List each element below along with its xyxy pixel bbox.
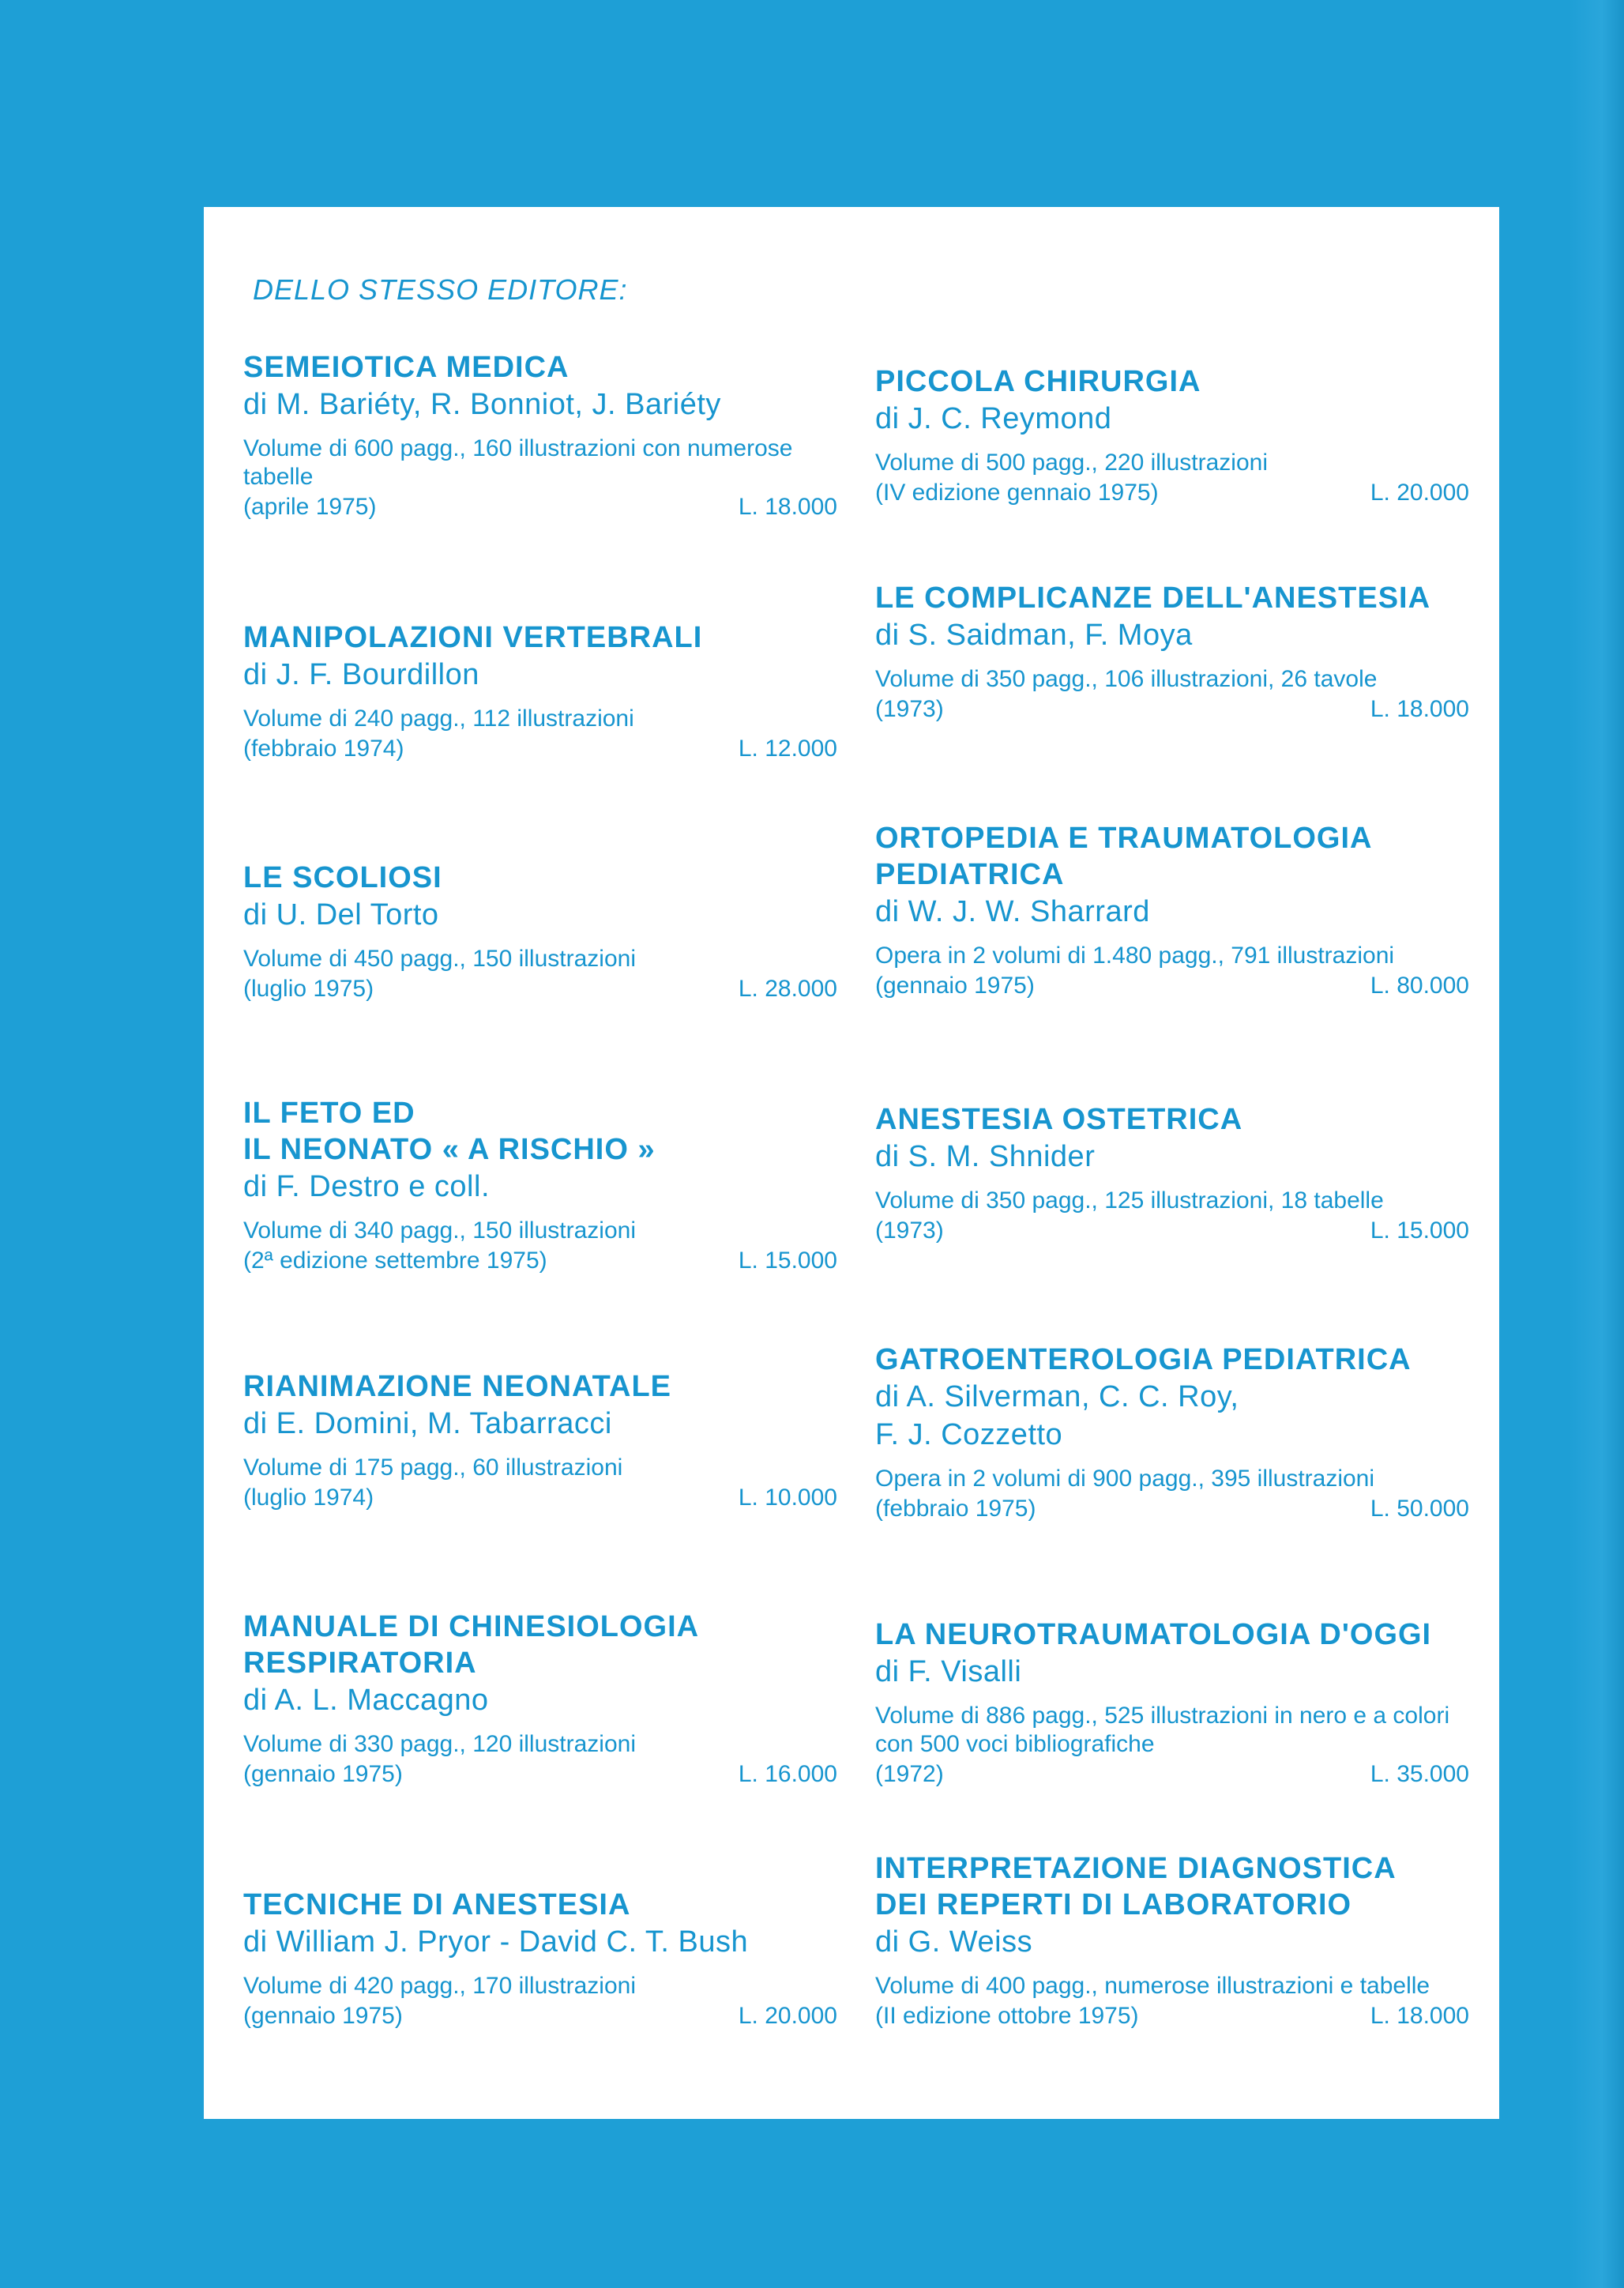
book-entry bbox=[243, 349, 844, 523]
book-price: L. 16.000 bbox=[738, 1761, 837, 1787]
book-date: (gennaio 1975) bbox=[875, 973, 1035, 999]
book-footer bbox=[243, 1245, 844, 1277]
book-entry bbox=[875, 1101, 1476, 1247]
book-title: INTERPRETAZIONE DIAGNOSTICA DEI REPERTI DI LABORATORIO bbox=[875, 1852, 1397, 1921]
book-price: L. 28.000 bbox=[738, 976, 837, 1002]
book-title: ORTOPEDIA E TRAUMATOLOGIA PEDIATRICA bbox=[875, 822, 1373, 891]
book-price: L. 35.000 bbox=[1370, 1761, 1469, 1787]
book-authors: di J. F. Bourdillon bbox=[243, 658, 479, 691]
book-footer bbox=[875, 1759, 1476, 1790]
book-authors: di U. Del Torto bbox=[243, 898, 439, 931]
book-footer bbox=[243, 733, 844, 765]
book-price: L. 18.000 bbox=[738, 494, 837, 520]
book-title: GATROENTEROLOGIA PEDIATRICA bbox=[875, 1343, 1412, 1376]
book-entry bbox=[875, 363, 1476, 509]
book-authors: di E. Domini, M. Tabarracci bbox=[243, 1407, 612, 1440]
book-date: (luglio 1975) bbox=[243, 976, 374, 1002]
book-title: LE SCOLIOSI bbox=[243, 861, 442, 894]
book-footer bbox=[243, 973, 844, 1005]
book-date: (2ª edizione settembre 1975) bbox=[243, 1247, 547, 1274]
book-footer bbox=[875, 1493, 1476, 1525]
book-price: L. 50.000 bbox=[1370, 1496, 1469, 1522]
book-entry bbox=[243, 1609, 844, 1790]
book-price: L. 20.000 bbox=[738, 2003, 837, 2029]
book-authors: di S. M. Shnider bbox=[875, 1140, 1096, 1173]
book-footer bbox=[243, 2000, 844, 2032]
book-authors: di F. Destro e coll. bbox=[243, 1170, 490, 1203]
book-date: (luglio 1974) bbox=[243, 1485, 374, 1511]
book-price: L. 80.000 bbox=[1370, 973, 1469, 999]
book-description: Volume di 450 pagg., 150 illustrazioni bbox=[243, 946, 636, 972]
book-description: Volume di 330 pagg., 120 illustrazioni bbox=[243, 1731, 636, 1757]
book-authors: di F. Visalli bbox=[875, 1655, 1022, 1688]
book-date: (1973) bbox=[875, 696, 944, 722]
book-footer bbox=[875, 694, 1476, 725]
book-date: (febbraio 1974) bbox=[243, 736, 404, 762]
book-description: Volume di 886 pagg., 525 illustrazioni in nero e a colori con 500 voci bibliografiche bbox=[875, 1703, 1450, 1757]
book-footer bbox=[875, 970, 1476, 1002]
book-authors: di A. Silverman, C. C. Roy, F. J. Cozzetto bbox=[875, 1380, 1239, 1451]
book-description: Volume di 420 pagg., 170 illustrazioni bbox=[243, 1973, 636, 1999]
book-description: Volume di 350 pagg., 125 illustrazioni, 18 tabelle bbox=[875, 1187, 1384, 1214]
book-title: IL FETO ED IL NEONATO « A RISCHIO » bbox=[243, 1097, 656, 1166]
book-footer bbox=[243, 1482, 844, 1514]
book-price: L. 15.000 bbox=[738, 1247, 837, 1274]
book-date: (1973) bbox=[875, 1217, 944, 1244]
book-authors: di J. C. Reymond bbox=[875, 402, 1112, 435]
book-description: Volume di 600 pagg., 160 illustrazioni con numerose tabelle bbox=[243, 435, 793, 490]
book-description: Volume di 340 pagg., 150 illustrazioni bbox=[243, 1217, 636, 1244]
book-price: L. 15.000 bbox=[1370, 1217, 1469, 1244]
book-title: LA NEUROTRAUMATOLOGIA D'OGGI bbox=[875, 1618, 1432, 1651]
book-authors: di William J. Pryor - David C. T. Bush bbox=[243, 1925, 749, 1959]
catalog-panel bbox=[204, 207, 1499, 2119]
book-title: ANESTESIA OSTETRICA bbox=[875, 1103, 1243, 1136]
book-description: Opera in 2 volumi di 1.480 pagg., 791 illustrazioni bbox=[875, 943, 1395, 969]
book-authors: di G. Weiss bbox=[875, 1925, 1033, 1959]
book-date: (gennaio 1975) bbox=[243, 2003, 403, 2029]
book-price: L. 20.000 bbox=[1370, 480, 1469, 506]
book-entry bbox=[875, 1850, 1476, 2032]
book-price: L. 10.000 bbox=[738, 1485, 837, 1511]
book-description: Volume di 350 pagg., 106 illustrazioni, 26 tavole bbox=[875, 666, 1378, 692]
book-footer bbox=[875, 2000, 1476, 2032]
book-date: (IV edizione gennaio 1975) bbox=[875, 480, 1159, 506]
book-entry bbox=[243, 619, 844, 765]
book-price: L. 18.000 bbox=[1370, 696, 1469, 722]
book-date: (1972) bbox=[875, 1761, 944, 1787]
cover-edge bbox=[1569, 0, 1624, 2288]
book-entry bbox=[875, 1342, 1476, 1525]
book-authors: di M. Bariéty, R. Bonniot, J. Bariéty bbox=[243, 388, 721, 421]
book-title: PICCOLA CHIRURGIA bbox=[875, 365, 1201, 398]
book-date: (gennaio 1975) bbox=[243, 1761, 403, 1787]
book-title: MANUALE DI CHINESIOLOGIA RESPIRATORIA bbox=[243, 1610, 700, 1680]
book-footer bbox=[875, 1215, 1476, 1247]
book-footer bbox=[243, 491, 844, 523]
book-title: MANIPOLAZIONI VERTEBRALI bbox=[243, 621, 703, 654]
book-footer bbox=[875, 477, 1476, 509]
book-footer bbox=[243, 1759, 844, 1790]
book-description: Volume di 500 pagg., 220 illustrazioni bbox=[875, 450, 1268, 476]
publisher-heading: DELLO STESSO EDITORE: bbox=[253, 273, 628, 306]
book-entry bbox=[243, 1368, 844, 1514]
book-authors: di S. Saidman, F. Moya bbox=[875, 619, 1193, 652]
book-date: (aprile 1975) bbox=[243, 494, 377, 520]
book-entry bbox=[243, 1887, 844, 2032]
book-title: TECNICHE DI ANESTESIA bbox=[243, 1888, 631, 1921]
book-entry bbox=[875, 580, 1476, 725]
book-entry bbox=[875, 820, 1476, 1002]
book-date: (II edizione ottobre 1975) bbox=[875, 2003, 1139, 2029]
book-title: LE COMPLICANZE DELL'ANESTESIA bbox=[875, 581, 1431, 615]
book-date: (febbraio 1975) bbox=[875, 1496, 1036, 1522]
book-entry bbox=[243, 860, 844, 1005]
book-authors: di W. J. W. Sharrard bbox=[875, 895, 1150, 928]
book-title: RIANIMAZIONE NEONATALE bbox=[243, 1370, 672, 1403]
book-entry bbox=[875, 1616, 1476, 1790]
book-authors: di A. L. Maccagno bbox=[243, 1684, 489, 1717]
book-description: Volume di 240 pagg., 112 illustrazioni bbox=[243, 706, 634, 732]
book-description: Opera in 2 volumi di 900 pagg., 395 illustrazioni bbox=[875, 1466, 1375, 1492]
book-title: SEMEIOTICA MEDICA bbox=[243, 351, 570, 384]
book-price: L. 12.000 bbox=[738, 736, 837, 762]
book-price: L. 18.000 bbox=[1370, 2003, 1469, 2029]
book-description: Volume di 400 pagg., numerose illustrazioni e tabelle bbox=[875, 1973, 1430, 1999]
book-description: Volume di 175 pagg., 60 illustrazioni bbox=[243, 1454, 623, 1481]
book-entry bbox=[243, 1095, 844, 1277]
